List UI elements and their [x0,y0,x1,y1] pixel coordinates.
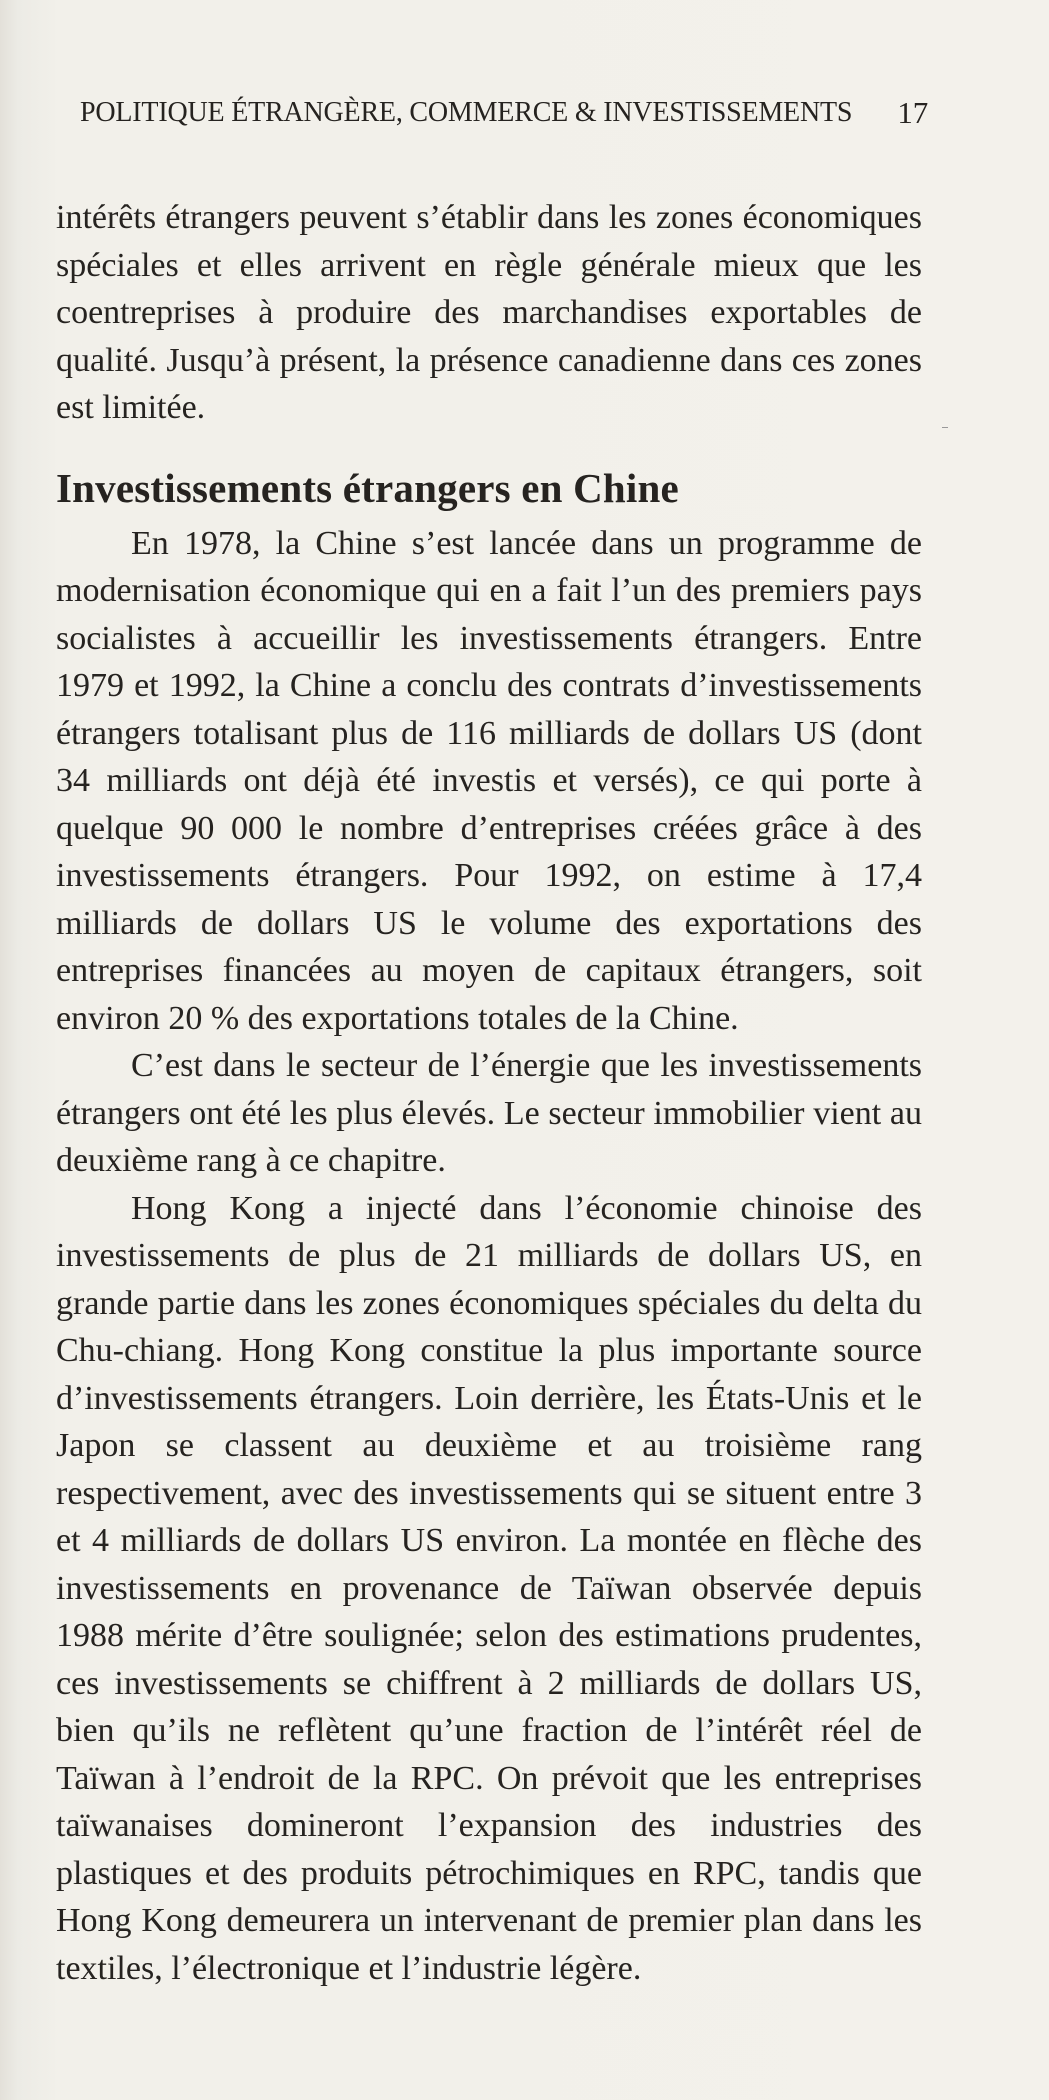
margin-mark [942,424,948,428]
section-heading: Investissements étrangers en Chine [56,464,679,511]
paragraph-2: C’est dans le secteur de l’énergie que les investissements étrangers ont été les plus élevés. Le secteur immobilier vient au deuxième rang à ce chapitre. [56,1047,922,1179]
paragraph-3: Hong Kong a injecté dans l’économie chinoise des investissements de plus de 21 milliards de dollars US, en grande partie dans les zones économiques spéciales du delta du Chu-chiang. Hong Kong constitue la plus importante source d’investissements étrangers. Loin derrière, les États-Unis et le Japon se classent au deuxième et au troisième rang respectivement, avec des investissements qui se situent entre 3 et 4 milliards de dollars US environ. La montée en flèche des investissements en provenance de Taïwan observée depuis 1988 mérite d’être soulignée; selon des estimations prudentes, ces investissements se chiffrent à 2 milliards de dollars US, bien qu’ils ne reflètent qu’une fraction de l’intérêt réel de Taïwan à l’endroit de la RPC. On prévoit que les entreprises taïwanaises domineront l’expansion des industries des plastiques et des produits pétrochimiques en RPC, tandis que Hong Kong demeurera un intervenant de premier plan dans les textiles, l’électronique et l’industrie légère. [56,1189,922,1987]
running-head [80,93,928,133]
page-number: 17 [897,95,928,130]
body-text [56,194,922,1992]
paragraph-1: En 1978, la Chine s’est lancée dans un programme de modernisation économique qui en a fait l’un des premiers pays socialistes à accueillir les investissements étrangers. Entre 1979 et 1992, la Chine a conclu des contrats d’investissements étrangers totalisant plus de 116 milliards de dollars US (dont 34 milliards ont déjà été investis et versés), ce qui porte à quelque 90 000 le nombre d’entreprises créées grâce à des investissements étrangers. Pour 1992, on estime à 17,4 milliards de dollars US le volume des exportations des entreprises financées au moyen de capitaux étrangers, soit environ 20 % des exportations totales de la Chine. [56,524,922,1037]
running-head-title: POLITIQUE ÉTRANGÈRE, COMMERCE & INVESTISSEMENTS [80,97,853,128]
paragraph-intro: intérêts étrangers peuvent s’établir dans les zones économiques spéciales et elles arrivent en règle générale mieux que les coentreprises à produire des marchandises exportables de qualité. Jusqu’à présent, la présence canadienne dans ces zones est limitée. [56,199,922,426]
